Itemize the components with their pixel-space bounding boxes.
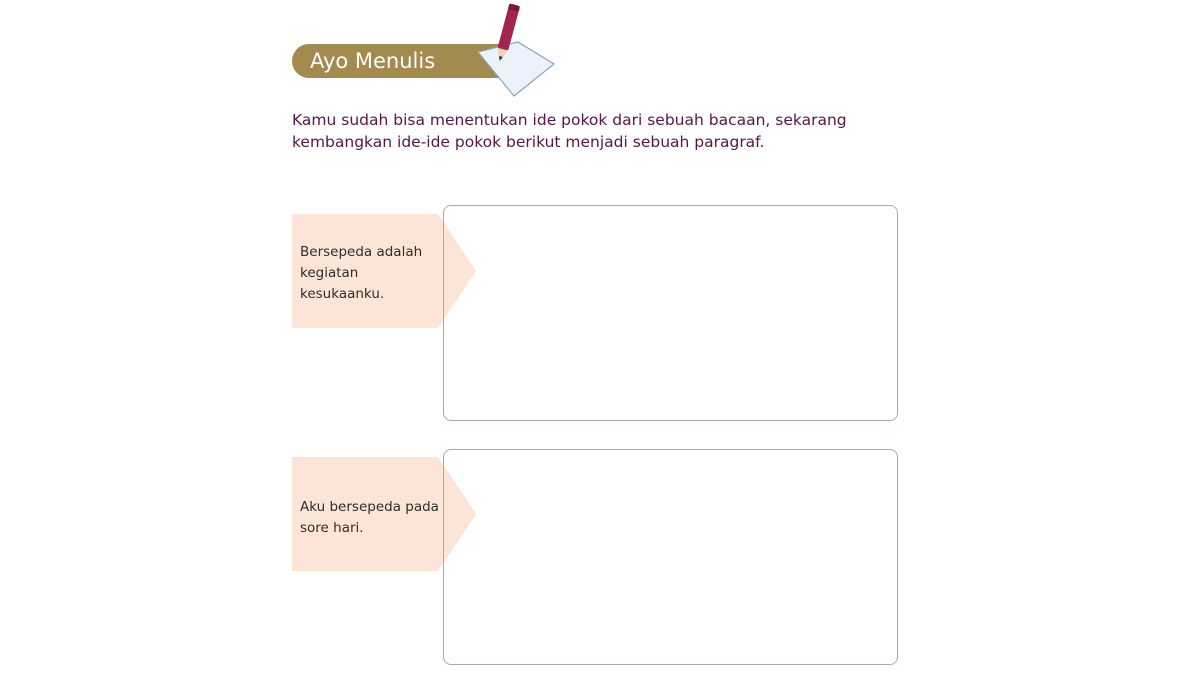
writing-task [292,205,902,425]
pencil-paper-icon [466,2,556,98]
paragraph-answer-box[interactable] [443,205,898,421]
instruction-text: Kamu sudah bisa menentukan ide pokok dari sebuah bacaan, sekarang kembangkan ide-ide pokok berikut menjadi sebuah paragraf. [292,111,847,151]
main-idea-text: Aku bersepeda pada sore hari. [300,499,439,536]
paragraph-answer-box[interactable] [443,449,898,665]
main-idea-text: Bersepeda adalah kegiatan kesukaanku. [300,244,423,302]
section-title: Ayo Menulis [310,49,436,73]
writing-task [292,449,902,669]
